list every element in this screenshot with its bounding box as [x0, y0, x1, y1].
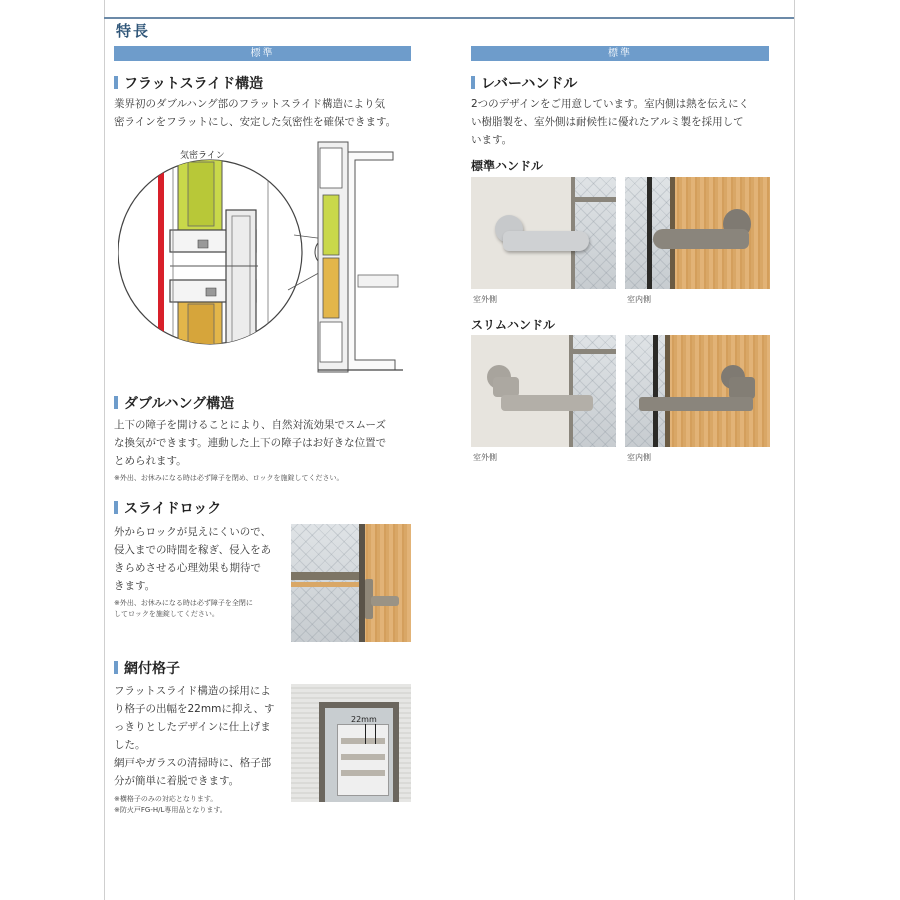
- slim-outdoor-caption: 室外側: [473, 453, 497, 462]
- heading-marker: [114, 76, 118, 89]
- standard-indoor-caption: 室内側: [627, 295, 651, 304]
- heading-double-hung: ダブルハング構造: [114, 393, 234, 413]
- standard-badge-right: 標準: [471, 46, 769, 61]
- heading-flat-slide: フラットスライド構造: [114, 73, 263, 93]
- heading-marker: [114, 501, 118, 514]
- double-hung-note: ※外出、お休みになる時は必ず障子を閉め、ロックを施錠してください。: [114, 474, 344, 482]
- flat-slide-section-diagram: [118, 140, 408, 380]
- grille-dimension-label: 22mm: [351, 715, 377, 724]
- slim-handle-indoor-photo: [625, 335, 770, 447]
- grille-notes: ※横格子のみの対応となります。 ※防火戸FG-H/L専用品となります。: [114, 795, 227, 814]
- heading-marker: [114, 396, 118, 409]
- slim-handle-title: スリムハンドル: [471, 318, 556, 332]
- standard-handle-indoor-photo: [625, 177, 770, 289]
- slim-handle-outdoor-photo: [471, 335, 616, 447]
- slide-lock-photo: [291, 524, 411, 642]
- slide-lock-note: ※外出、お休みになる時は必ず障子を全閉に してロックを施錠してください。: [114, 599, 253, 618]
- page-frame-right: [794, 0, 795, 900]
- section-drawing: [118, 140, 408, 380]
- standard-outdoor-caption: 室外側: [473, 295, 497, 304]
- heading-marker: [471, 76, 475, 89]
- standard-handle-outdoor-photo: [471, 177, 616, 289]
- page-title: 特長: [116, 22, 151, 40]
- heading-lever-handle: レバーハンドル: [471, 73, 577, 93]
- heading-slide-lock: スライドロック: [114, 498, 221, 518]
- airtight-line-label: 気密ライン: [180, 151, 225, 161]
- title-rule: [104, 17, 794, 19]
- heading-grille: 網付格子: [114, 658, 180, 678]
- double-hung-description: 上下の障子を開けることにより、自然対流効果でスムーズ な換気ができます。連動した上下の障子はお好きな位置で とめられます。: [114, 419, 387, 467]
- standard-handle-title: 標準ハンドル: [471, 159, 544, 173]
- flat-slide-description: 業界初のダブルハング部のフラットスライド構造により気 密ラインをフラットにし、安定した気密性を確保できます。: [114, 98, 397, 128]
- slim-indoor-caption: 室内側: [627, 453, 651, 462]
- grille-description: フラットスライド構造の採用によ り格子の出幅を22mmに抑え、す っきりとしたデザインに仕上げま した。 網戸やガラスの清掃時に、格子部 分が簡単に着脱できます。: [114, 685, 275, 787]
- lever-handle-description: 2つのデザインをご用意しています。室内側は熱を伝えにく い樹脂製を、室外側は耐候性に優れたアルミ製を採用して います。: [471, 98, 750, 146]
- grille-photo: [291, 684, 411, 802]
- page-frame-left: [104, 0, 105, 900]
- heading-marker: [114, 661, 118, 674]
- slide-lock-description: 外からロックが見えにくいので、 侵入までの時間を稼ぎ、侵入をあ きらめさせる心理効果も期待で きます。: [114, 526, 272, 592]
- standard-badge-left: 標準: [114, 46, 411, 61]
